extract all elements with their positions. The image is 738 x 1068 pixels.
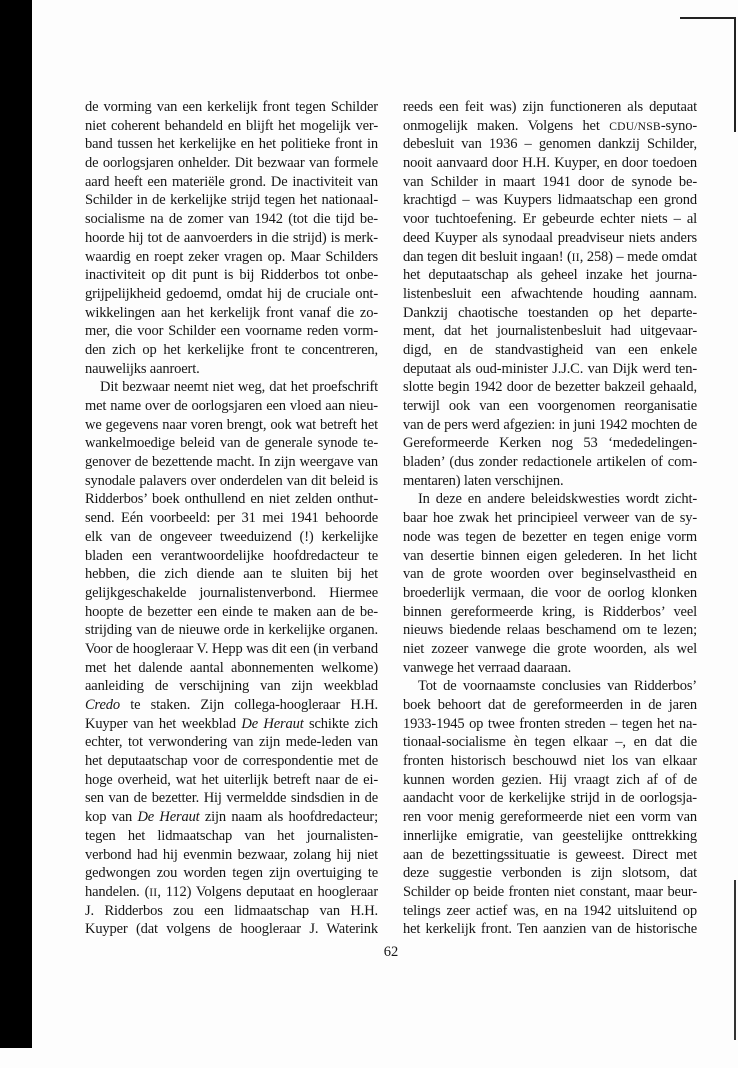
italic-title: De Heraut (241, 715, 304, 732)
text-run: handelen. ( (85, 883, 150, 900)
text-line: listenbesluit een afwachtende houding aannam. (403, 285, 697, 302)
text-line: bladen een verantwoordelijke hoofdredacteur te (85, 547, 378, 564)
text-line: voor tuchtoefening. Er gebeurde echter niets – al (403, 211, 697, 228)
text-run: zijn naam als hoofdredacteur; (199, 809, 378, 826)
text-run: , 112) Volgens deputaat en hoogleraar (157, 883, 378, 900)
text-line: gelijkgeschakelde journalistenverbond. Hiermee (85, 584, 378, 601)
text-line: Tot de voornaamste conclusies van Ridderbos’ (418, 678, 697, 695)
text-line: slotte begin 1942 door de bezetter bakzeil gehaald, (403, 379, 697, 396)
text-line: broederlijk vermaan, die voor de oorlog klonken (403, 584, 697, 601)
text-line: van de pers werd afgezien: in juni 1942 mochten de (403, 416, 697, 433)
text-line: mer, die voor Schilder een voorname reden vorm- (85, 323, 378, 340)
text-line: fronten historisch beschouwd niet los van elkaar (403, 753, 697, 770)
text-line (403, 117, 697, 136)
text-line: J. Ridderbos zou een lidmaatschap van H.H. (85, 902, 378, 919)
text-line: deze suggestie verbonden is zijn slotsom, dat (403, 865, 697, 882)
text-line: waardig en roept zeker vragen op. Maar Schilders (85, 248, 378, 265)
text-line (85, 696, 378, 715)
text-line: Gereformeerde Kerken nog 53 ‘mededelingen- (403, 435, 697, 452)
text-line: aanleiding de verschijning van zijn weekblad (85, 678, 378, 695)
text-line: ren voor menig gereformeerde niet een vorm van (403, 809, 697, 826)
text-line: tionaal-socialisme èn tegen elkaar –, en dat die (403, 734, 697, 751)
text-run: kop van (85, 809, 138, 826)
text-line: sen van de bezetter. Hij vermeldde sindsdien in de (85, 790, 378, 807)
text-line: telings zeer actief was, en na 1942 uitsluitend op (403, 902, 697, 919)
text-line: deputaat als oud-minister J.J.C. van Dijk werd ten- (403, 360, 697, 377)
right-column (403, 98, 697, 939)
text-line: wankelmoedige beleid van de generale synode te- (85, 435, 378, 452)
text-line (85, 883, 378, 902)
text-line: niet coherent behandeld en blijft het mogelijk ver- (85, 117, 378, 134)
text-line: genover de bezettende macht. In zijn weergave van (85, 454, 378, 471)
text-line: synodale palavers over onderdelen van dit beleid is (85, 472, 378, 489)
text-line (85, 808, 378, 827)
small-caps-text: CDU/NSB (609, 119, 661, 133)
paragraph (403, 98, 697, 490)
text-line: niet zozeer vanwege die grote woorden, als wel (403, 640, 697, 657)
text-line: Schilder in de kerkelijke strijd tegen het nationaal- (85, 192, 378, 209)
text-line: terwijl ook van een voorgenomen reorganisatie (403, 398, 697, 414)
text-line: hoopte de bezetter een einde te maken aan de be- (85, 603, 378, 620)
italic-title: De Heraut (137, 809, 200, 826)
text-line: socialisme na de zomer van 1942 (tot die tijd be- (85, 211, 378, 228)
text-line: send. Eén voorbeeld: per 31 mei 1941 behoorde (85, 510, 378, 527)
text-line: mentaren) laten verschijnen. (403, 472, 564, 489)
text-line: reeds een feit was) zijn functioneren als deputaat (403, 99, 697, 115)
text-line: Dankzij chaotische toestanden op het departe- (403, 304, 697, 321)
text-run: te staken. Zijn collega-hoogleraar H.H. (119, 697, 378, 713)
text-line: van de grote woorden over beginselvastheid en (403, 566, 697, 583)
text-line: gedwongen zou worden tegen zijn overtuiging te (85, 865, 378, 882)
text-line: van Schilder in maart 1941 door de synode be- (403, 173, 697, 190)
text-line: digd, en de standvastigheid van een enkele (403, 341, 697, 358)
text-line: aard heeft een materiële grond. De inactiviteit van (85, 173, 378, 190)
text-line: aandacht voor de kerkelijke strijd in de oorlogsja- (403, 790, 697, 807)
text-line: Dit bezwaar neemt niet weg, dat het proefschrift (100, 379, 378, 396)
text-line: baar hoe zwak het principieel verweer van de sy- (403, 510, 697, 527)
text-line: deed Kuyper als synodaal preadviseur niets anders (403, 229, 697, 246)
text-line: met het dalende aantal abonnementen welkome) (85, 659, 378, 676)
paragraph (403, 490, 697, 677)
text-line: verbond had hij evenmin bezwaar, zolang hij niet (85, 846, 378, 863)
text-line: band tussen het kerkelijke en het politieke front in (85, 136, 378, 153)
page-edge-right (734, 17, 736, 132)
text-line: hoge overheid, wat het uiterlijk betreft naar de ei- (85, 771, 378, 788)
text-line: debesluit van 1936 – genomen dankzij Schilder, (403, 136, 697, 153)
text-line: nooit aanvaard door H.H. Kuyper, en door toedoen (403, 155, 697, 172)
text-line: inactiviteit op dit punt is bij Ridderbos tot onbe- (85, 267, 378, 284)
scan-binding-shadow (0, 0, 32, 1048)
text-line: met name over de oorlogsjaren een vloed aan nieu- (85, 398, 378, 414)
text-line: echter, tot verwondering van zijn mede-leden van (85, 734, 378, 751)
text-line (85, 715, 378, 734)
text-line (403, 248, 697, 267)
text-run: schikte zich (303, 715, 378, 732)
text-line: vanwege het verraad daaraan. (403, 659, 572, 676)
text-line: hebben, die zich diende aan te sluiten bij het (85, 566, 378, 583)
text-line: we gegevens naar voren brengt, ook wat betreft het (85, 416, 378, 433)
text-line: hoorde hij tot de aanvoerders in die strijd) is merk- (85, 229, 378, 246)
text-line: van desertie binnen eigen gelederen. In het licht (403, 547, 697, 564)
text-line: ment, dat het journalistenbesluit had uitgevaar- (403, 323, 697, 340)
text-line: In deze en andere beleidskwesties wordt zicht- (418, 491, 697, 508)
page-edge-top (680, 17, 735, 19)
text-line: strijding van de nieuwe orde in kerkelijke organen. (85, 622, 378, 639)
text-line: bladen’ (dus zonder redactionele artikelen of com- (403, 454, 697, 471)
text-line: 1933-1945 op twee fronten streden – tegen het na- (403, 715, 697, 732)
text-line: Ridderbos’ boek onthullend en niet zelden onthut- (85, 491, 378, 508)
text-run: onmogelijk maken. Volgens het (403, 117, 610, 134)
text-line: elk van de ongeveer tweeduizend (!) kerkelijke (85, 528, 378, 545)
text-line: tegen het lidmaatschap van het journalisten- (85, 827, 378, 844)
text-line: wikkelingen aan het kerkelijk front vanaf die zo- (85, 304, 378, 321)
text-run: , 258) – mede omdat (579, 248, 697, 265)
italic-title: Credo (85, 697, 120, 713)
text-line: binnen gereformeerde kring, is Ridderbos’ veel (403, 603, 697, 620)
text-line: boek behoort dat de gereformeerden in de jaren (403, 697, 697, 713)
text-run: Kuyper van het weekblad (85, 715, 242, 732)
left-column (85, 98, 378, 939)
page-number: 62 (383, 944, 399, 960)
text-line: node was tegen de bezetter en tegen enige vorm (403, 528, 697, 545)
small-caps-text: II (149, 885, 158, 899)
small-caps-text: II (571, 250, 580, 264)
text-line: den zich op het kerkelijke front te concentreren, (85, 341, 378, 358)
text-run: -syno- (660, 117, 697, 134)
text-line: de oorlogsjaren onhelder. Dit bezwaar van formele (85, 155, 378, 172)
text-line: het kerkelijk front. Ten aanzien van de historische (403, 921, 697, 938)
text-line: Kuyper (dat volgens de hoogleraar J. Waterink (85, 921, 378, 938)
text-line: het deputaatschap voor de correspondentie met de (85, 753, 378, 770)
paragraph (403, 677, 697, 939)
text-line: nieuws biedende relaas beschamend om te lezen; (403, 622, 697, 639)
text-line: kunnen worden gezien. Hij vraagt zich af of de (403, 771, 697, 788)
text-line: Schilder op beide fronten niet constant, maar beur- (403, 883, 697, 900)
text-line: aan de bezettingssituatie is geweest. Direct met (403, 846, 697, 863)
text-line: de vorming van een kerkelijk front tegen Schilder (85, 99, 378, 115)
text-line: het deputaatschap als geheel inzake het journa- (403, 267, 697, 284)
text-line: grijpelijkheid gedoemd, omdat hij de cruciale ont- (85, 285, 378, 302)
text-line: krachtigd – was Kuypers lidmaatschap een grond (403, 192, 697, 209)
text-line: Voor de hoogleraar V. Hepp was dit een (in verband (85, 640, 378, 657)
text-line: innerlijke emigratie, van geestelijke onttrekking (403, 827, 697, 844)
text-line: nauwelijks aanroert. (85, 360, 200, 377)
paragraph (85, 378, 378, 939)
paragraph (85, 98, 378, 378)
text-run: dan tegen dit besluit ingaan! ( (403, 248, 572, 265)
